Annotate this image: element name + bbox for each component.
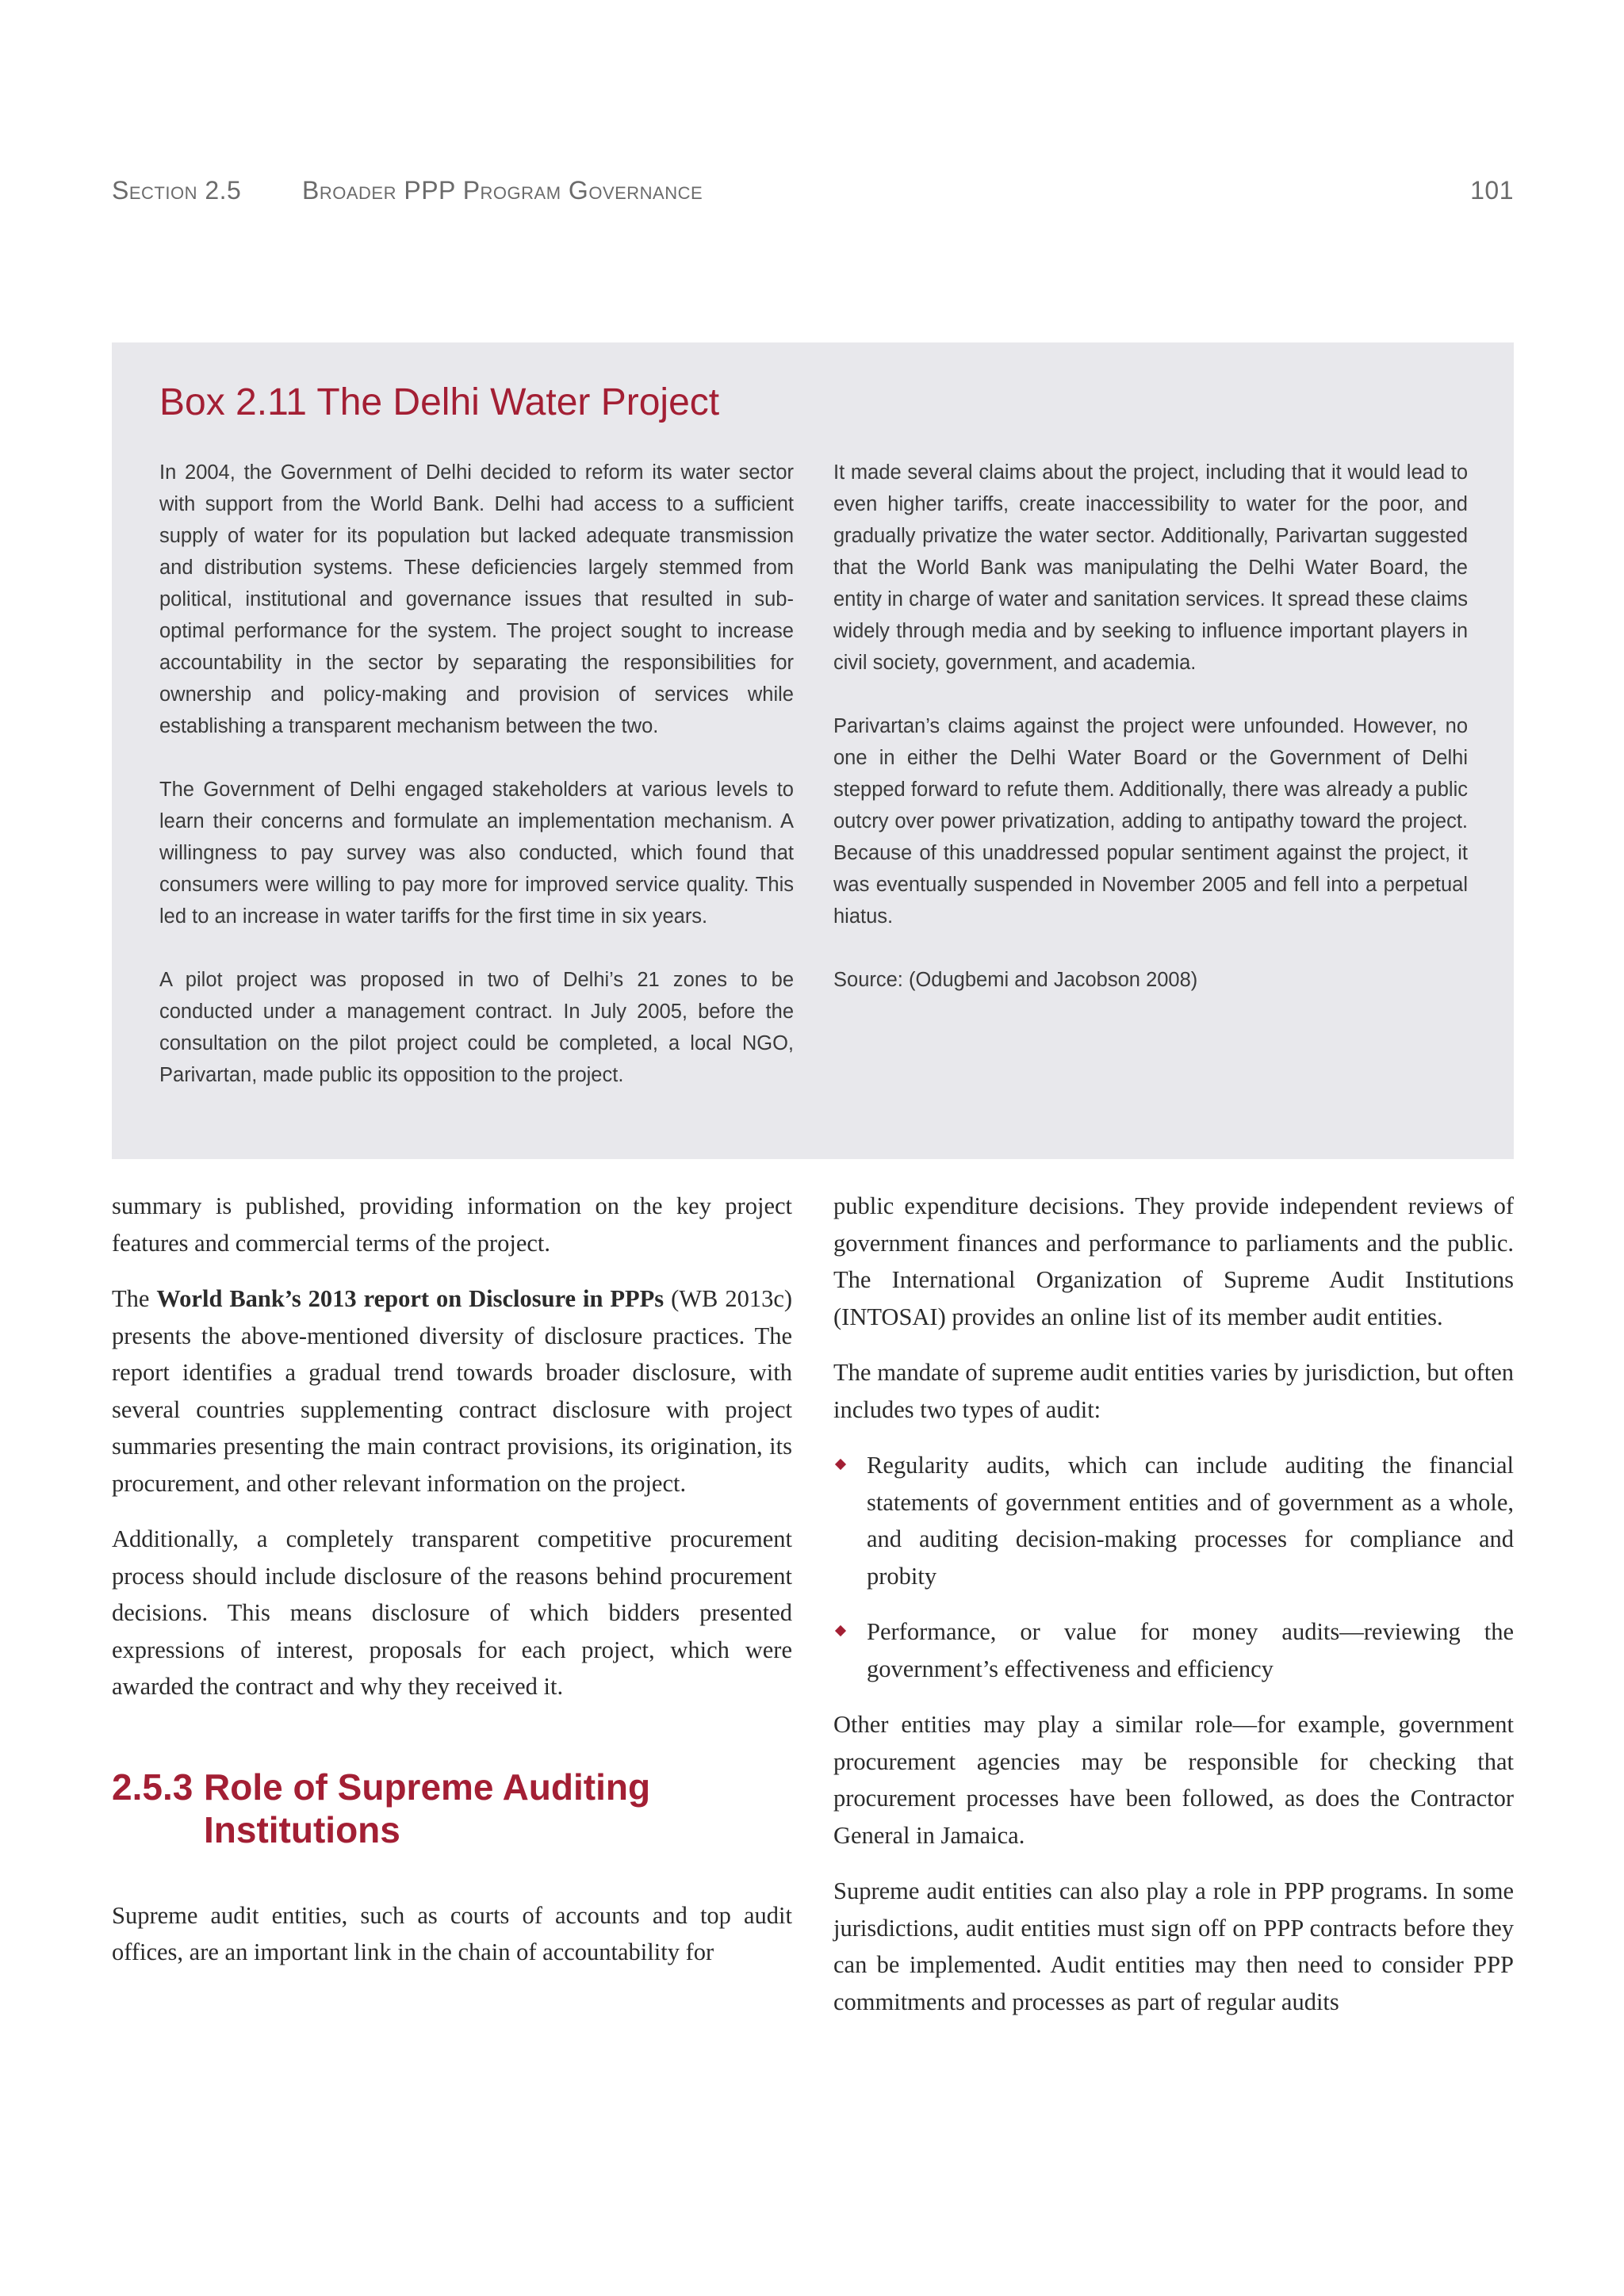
body-paragraph: Supreme audit entities, such as courts of accounts and top audit offices, are an important link in the chain of accountability for — [112, 1901, 792, 1965]
diamond-bullet-icon — [835, 1459, 846, 1470]
box-paragraph: A pilot project was proposed in two of Delhi’s 21 zones to be conducted under a management contract. In July 2005, before the consultation on the pilot project could be completed, a local NGO, Parivartan, made public its opposition to the project. — [159, 969, 794, 1086]
body-paragraph: The mandate of supreme audit entities varies by jurisdiction, but often includes two types of audit: — [833, 1359, 1514, 1423]
text-run: The — [112, 1285, 157, 1312]
body-paragraph — [112, 1280, 792, 1502]
box-paragraph: It made several claims about the project, including that it would lead to even higher tariffs, create inaccessibility to water for the poor, and gradually privatize the water sector. Additionally, Parivartan suggested that the World Bank was manipulating the Delhi Water Board, the entity in charge of water and sanitation services. It spread these claims widely through media and by seeking to influence important players in civil society, government, and academia. — [833, 461, 1468, 674]
body-paragraph: summary is published, providing information on the key project features and commercial terms of the project. — [112, 1192, 792, 1257]
box-title: Box 2.11 The Delhi Water Project — [159, 381, 720, 423]
audit-types-list — [833, 1447, 1514, 1687]
page-number: 101 — [1470, 176, 1514, 205]
body-paragraph: Supreme audit entities can also play a role in PPP programs. In some jurisdictions, audit entities must sign off on PPP contracts before they can be implemented. Audit entities may then need to consider PPP commitments and processes as part of regular audits — [833, 1877, 1514, 2015]
section-heading — [112, 1766, 792, 1851]
body-left-column — [112, 1188, 792, 1990]
report-reference: World Bank’s 2013 report on Disclosure in PPPs — [156, 1285, 665, 1312]
text-run: (WB 2013c) presents the above-mentioned diversity of disclosure practices. The report identifies a gradual trend towards broader disclosure, with several countries supplementing contract disclosure with project summaries presenting the main contract provisions, its origination, its procurement, and other relevant information on the project. — [112, 1285, 793, 1497]
body-paragraph: Additionally, a completely transparent competitive procurement process should include disclosure of the reasons behind procurement decisions. This means disclosure of which bidders presented expressions of interest, proposals for each project, which were awarded the contract and why they received it. — [112, 1525, 792, 1700]
list-item — [833, 1447, 1514, 1594]
header-section: Section 2.5 — [112, 176, 242, 205]
body-right-column — [833, 1188, 1514, 2039]
list-item-text: Performance, or value for money audits—reviewing the government’s effectiveness and efficiency — [867, 1618, 1514, 1682]
box-right-column — [833, 457, 1468, 1027]
body-paragraph: public expenditure decisions. They provide independent reviews of government finances and performance to parliaments and the public. The International Organization of Supreme Audit Institutions (INTOSAI) provides an online list of its member audit entities. — [833, 1192, 1514, 1330]
section-title: Role of Supreme Auditing Institutions — [204, 1766, 651, 1850]
box-paragraph: The Government of Delhi engaged stakeholders at various levels to learn their concerns and formulate an implementation mechanism. A willingness to pay survey was also conducted, which found that consumers were willing to pay more for improved service quality. This led to an increase in water tariffs for the first time in six years. — [159, 779, 794, 928]
box-left-column — [159, 457, 794, 1123]
running-header — [112, 176, 1514, 208]
box-paragraph: Parivartan’s claims against the project were unfounded. However, no one in either the Delhi Water Board or the Government of Delhi stepped forward to refute them. Additionally, there was already a public outcry over power privatization, adding to antipathy toward the project. Because of this unaddressed popular sentiment against the project, it was eventually suspended in November 2005 and fell into a perpetual hiatus. — [833, 715, 1468, 928]
section-number: 2.5.3 — [112, 1766, 193, 1808]
box-paragraph: In 2004, the Government of Delhi decided to reform its water sector with support from the World Bank. Delhi had access to a sufficient supply of water for its population but lacked adequate transmission and distribution systems. These deficiencies largely stemmed from political, institutional and governance issues that resulted in sub-optimal performance for the system. The project sought to increase accountability in the sector by separating the responsibilities for ownership and policy-making and provision of services while establishing a transparent mechanism between the two. — [159, 461, 794, 737]
list-item — [833, 1613, 1514, 1687]
body-paragraph: Other entities may play a similar role—for example, government procurement agencies may be responsible for checking that procurement processes have been followed, as does the Contractor General in Jamaica. — [833, 1711, 1514, 1849]
diamond-bullet-icon — [835, 1625, 846, 1636]
case-study-box — [112, 342, 1514, 1159]
box-source: Source: (Odugbemi and Jacobson 2008) — [833, 969, 1198, 991]
header-title: Broader PPP Program Governance — [302, 176, 703, 205]
list-item-text: Regularity audits, which can include auditing the financial statements of government entities and of government as a whole, and auditing decision-making processes for compliance and probity — [867, 1452, 1514, 1590]
